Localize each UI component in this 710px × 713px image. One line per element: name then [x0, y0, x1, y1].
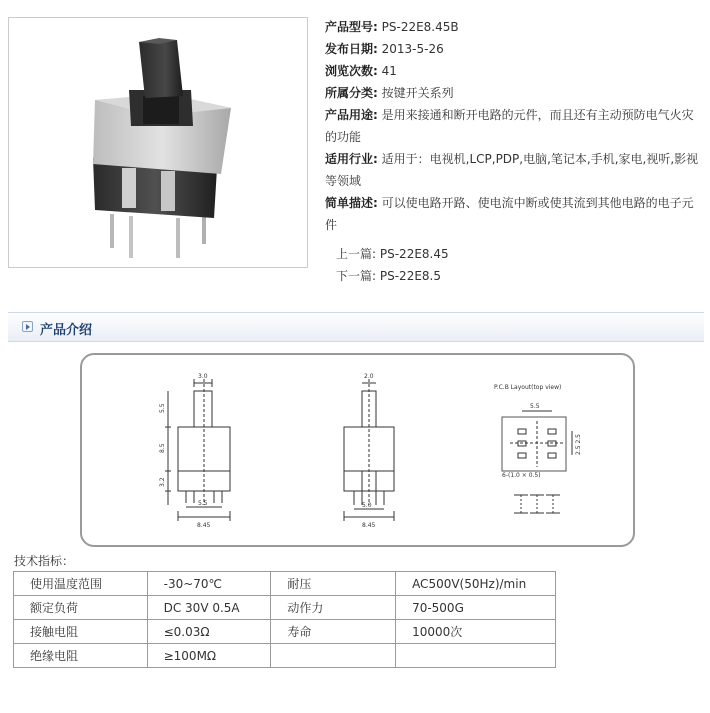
info-model: 产品型号: PS-22E8.45B: [325, 20, 459, 34]
dimension-drawing: [82, 355, 633, 545]
dim-bottom-inner-2: 5.0: [362, 502, 372, 509]
specs-table: [13, 571, 556, 668]
table-row: 接触电阻 ≤0.03Ω 寿命 10000次: [14, 620, 556, 644]
info-use: 产品用途: 是用来接通和断开电路的元件，而且还有主动预防电气火灾的功能: [325, 108, 694, 144]
info-views: 浏览次数: 41: [325, 64, 397, 78]
table-row: 绝缘电阻 ≥100MΩ: [14, 644, 556, 668]
dim-8-5: 8.5: [159, 443, 166, 453]
dim-bottom-2: 8.45: [362, 522, 376, 529]
table-row: 使用温度范围 -30~70℃ 耐压 AC500V(50Hz)/min: [14, 572, 556, 596]
section-title: 产品介绍: [40, 323, 93, 338]
info-date: 发布日期: 2013-5-26: [325, 42, 444, 56]
article-nav: [336, 243, 449, 287]
next-link[interactable]: 下一篇: PS-22E8.5: [336, 269, 441, 283]
push-switch-image: [9, 18, 307, 267]
specs-label: 技术指标：: [14, 554, 75, 568]
dim-top-2: 2.0: [364, 373, 374, 380]
info-series: 所属分类: 按键开关系列: [325, 86, 454, 100]
product-photo: [8, 17, 308, 268]
dim-bottom: 8.45: [197, 522, 211, 529]
dim-bottom-inner: 5.5: [198, 500, 208, 507]
pcb-top-dim: 5.5: [530, 403, 540, 410]
section-header: [8, 312, 704, 342]
pcb-holes: 6-(1.0 × 0.5): [502, 472, 541, 479]
table-row: 额定负荷 DC 30V 0.5A 动作力 70-500G: [14, 596, 556, 620]
dim-5-5: 5.5: [159, 403, 166, 413]
dim-3-2: 3.2: [159, 477, 166, 487]
info-industry: 适用行业: 适用于：电视机,LCP,PDP,电脑,笔记本,手机,家电,视听,影视等领域: [325, 152, 699, 188]
pcb-title: P.C.B Layout(top view): [494, 384, 562, 391]
pcb-side-dim: 2.5 2.5: [575, 434, 582, 455]
prev-link[interactable]: 上一篇: PS-22E8.45: [336, 247, 449, 261]
technical-drawing: [80, 353, 635, 547]
product-info: [325, 16, 705, 236]
arrow-icon: [22, 321, 33, 332]
dim-top: 3.0: [198, 373, 208, 380]
info-desc: 简单描述: 可以使电路开路、使电流中断或使其流到其他电路的电子元件: [325, 196, 694, 232]
